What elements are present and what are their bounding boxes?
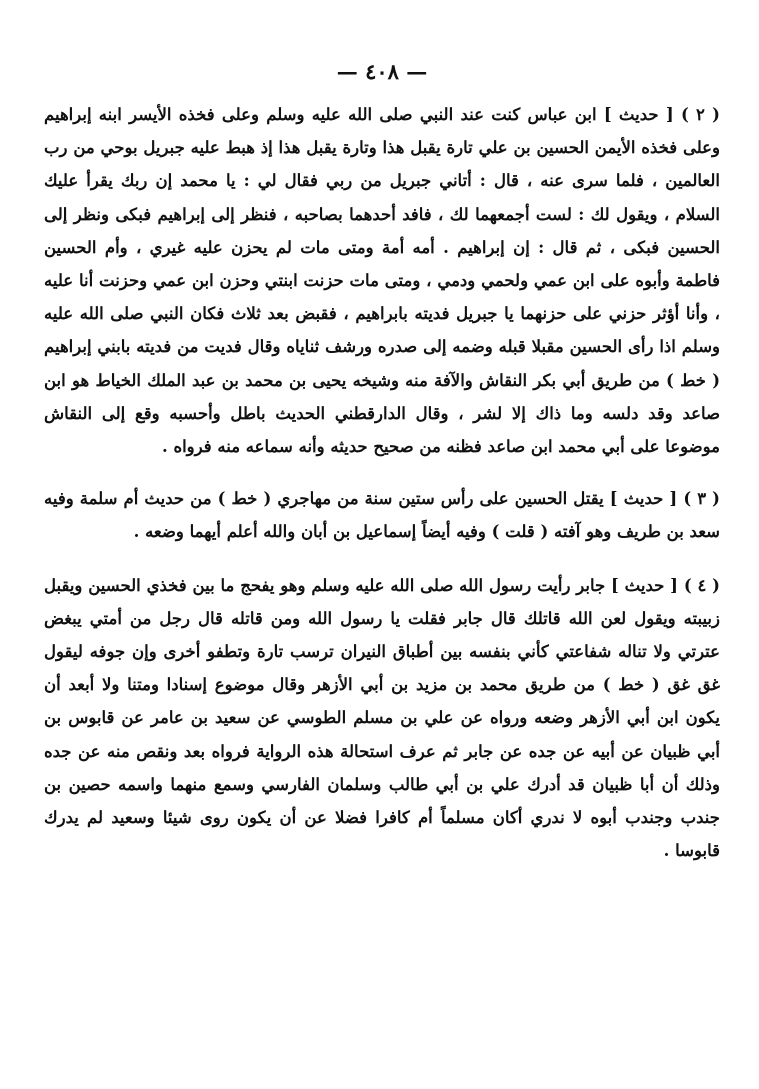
book-page [44, 54, 720, 867]
page-number: — ٤٠٨ — [336, 59, 428, 84]
hadith-paragraph-2: ( ٢ ) [ حديث ] ابن عباس كنت عند النبي صلى الله عليه وسلم وعلى فخذه الأيسر ابنه إبراهيم وعلى فخذه الأيمن الحسين بن علي تارة يقبل هذا وتارة يقبل هذا إذ هبط عليه جبريل بوحي من رب العالمين ، فلما سرى عنه ، قال : أتاني جبريل من ربي فقال لي : يا محمد إن ربك يقرأ عليك السلام ، ويقول لك : لست أجمعهما لك ، فافد أحدهما بصاحبه ، فنظر إلى إبراهيم فبكى ونظر إلى الحسين فبكى ، ثم قال : إن إبراهيم . أمه أمة ومتى مات لم يحزن عليه غيري ، وأم الحسين فاطمة وأبوه على ابن عمي ولحمي ودمي ، ومتى مات حزنت ابنتي وحزن ابن عمي وحزنت أنا عليه ، وأنا أؤثر حزني على حزنهما يا جبريل فديته بابراهيم ، فقبض بعد ثلاث فكان النبي صلى الله عليه وسلم اذا رأى الحسين مقبلا قبله وضمه إلى صدره ورشف ثناياه وقال فديت من فديته بابني إبراهيم ( خط ) من طريق أبي بكر النقاش والآفة منه وشيخه يحيى بن محمد بن عبد الملك الخياط هو ابن صاعد وقد دلسه وما ذاك إلا لشر ، وقال الدارقطني الحديث باطل وأحسبه وقع إلى النقاش موضوعا على أبي محمد ابن صاعد فظنه من صحيح حديثه وأنه سماعه منه فرواه . [44, 105, 720, 457]
hadith-paragraph-3: ( ٣ ) [ حديث ] يقتل الحسين على رأس ستين سنة من مهاجري ( خط ) من حديث أم سلمة وفيه سعد بن طريف وهو آفته ( قلت ) وفيه أيضاً إسماعيل بن أبان والله أعلم أيهما وضعه . [44, 489, 720, 542]
hadith-paragraph-4: ( ٤ ) [ حديث ] جابر رأيت رسول الله صلى الله عليه وسلم وهو يفحج ما بين فخذي الحسين ويقبل زبيبته ويقول لعن الله قاتلك قال جابر فقلت يا رسول الله ومن قاتله قال رجل من أمتي يبغض عترتي ولا تناله شفاعتي كأني بنفسه بين أطباق النيران ترسب تارة وتطفو أخرى وإن جوفه ليقول غق غق ( خط ) من طريق محمد بن مزيد بن أبي الأزهر وقال موضوع إسنادا ومتنا ولا أبعد أن يكون ابن أبي الأزهر وضعه ورواه عن علي بن مسلم الطوسي عن سعيد بن عامر عن قابوس بن أبي ظبيان عن أبيه عن جده عن جابر ثم عرف استحالة هذه الرواية فرواه بعد ونقص منه عن جده وذلك أن أبا ظبيان قد أدرك علي بن أبي طالب وسلمان الفارسي وسمع منهما واسمه حصين بن جندب وجندب أبوه لا ندري أكان مسلماً أم كافرا فضلا عن أن يكون روى شيئا وسعيد لم يدرك قابوسا . [44, 575, 720, 861]
